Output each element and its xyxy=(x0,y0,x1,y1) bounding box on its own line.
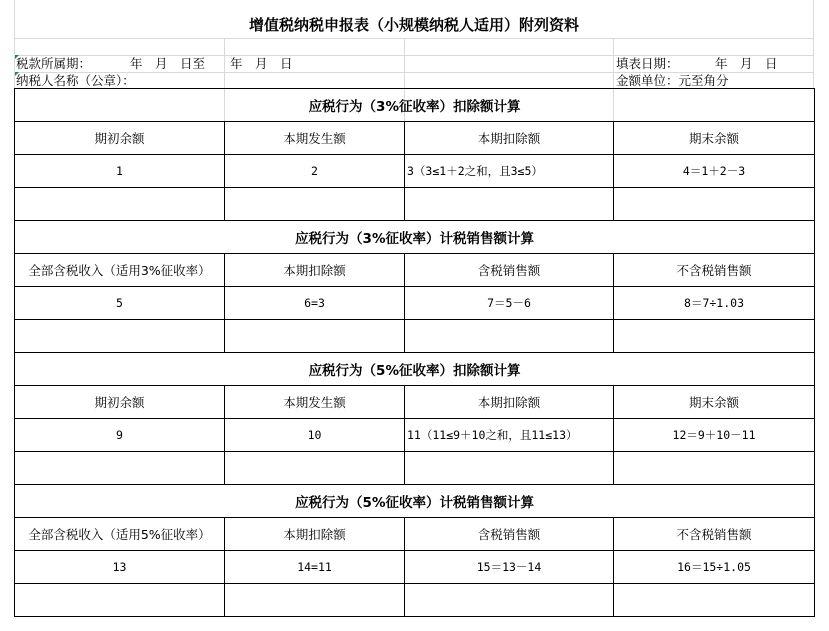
row-code: 9 xyxy=(15,419,225,452)
column-header: 本期扣除额 xyxy=(405,386,614,419)
value-cell[interactable] xyxy=(225,188,405,221)
row-code: 3（3≤1＋2之和，且3≤5） xyxy=(405,155,614,188)
column-header: 全部含税收入（适用5%征收率） xyxy=(15,518,225,551)
taxpayer-name-label: 纳税人名称（公章）： xyxy=(16,73,135,88)
row-code: 6=3 xyxy=(225,287,405,320)
value-cell[interactable] xyxy=(405,584,614,617)
value-cell[interactable] xyxy=(225,584,405,617)
value-cell[interactable] xyxy=(405,188,614,221)
value-cell[interactable] xyxy=(614,452,815,485)
row-code: 8＝7÷1.03 xyxy=(614,287,815,320)
value-cell[interactable] xyxy=(405,320,614,353)
row-code: 12＝9＋10－11 xyxy=(614,419,815,452)
row-code: 7＝5－6 xyxy=(405,287,614,320)
column-header: 本期扣除额 xyxy=(225,518,405,551)
column-header: 不含税销售额 xyxy=(614,254,815,287)
section-title: 应税行为（5%征收率）扣除额计算 xyxy=(15,353,815,386)
column-header: 不含税销售额 xyxy=(614,518,815,551)
column-header: 期末余额 xyxy=(614,122,815,155)
value-cell[interactable] xyxy=(225,320,405,353)
value-cell[interactable] xyxy=(15,320,225,353)
value-cell[interactable] xyxy=(15,584,225,617)
column-header: 期初余额 xyxy=(15,386,225,419)
value-cell[interactable] xyxy=(405,452,614,485)
fill-date-value: 年 月 日 xyxy=(715,56,778,71)
deduction-table xyxy=(14,88,815,617)
column-header: 期初余额 xyxy=(15,122,225,155)
tax-period-label: 税款所属期： xyxy=(16,56,92,71)
column-header: 本期发生额 xyxy=(225,386,405,419)
column-header: 本期发生额 xyxy=(225,122,405,155)
column-header: 本期扣除额 xyxy=(225,254,405,287)
row-code: 15＝13－14 xyxy=(405,551,614,584)
row-code: 2 xyxy=(225,155,405,188)
row-code: 14=11 xyxy=(225,551,405,584)
amount-unit-label: 金额单位：元至角分 xyxy=(616,73,729,88)
section-title: 应税行为（5%征收率）计税销售额计算 xyxy=(15,485,815,518)
row-code: 11（11≤9＋10之和，且11≤13） xyxy=(405,419,614,452)
value-cell[interactable] xyxy=(225,452,405,485)
column-header: 本期扣除额 xyxy=(405,122,614,155)
row-code: 4＝1＋2－3 xyxy=(614,155,815,188)
row-code: 16＝15÷1.05 xyxy=(614,551,815,584)
grid-line xyxy=(14,38,814,39)
fill-date-label: 填表日期： xyxy=(616,56,679,71)
section-title: 应税行为（3%征收率）计税销售额计算 xyxy=(15,221,815,254)
row-code: 10 xyxy=(225,419,405,452)
row-code: 1 xyxy=(15,155,225,188)
value-cell[interactable] xyxy=(614,584,815,617)
column-header: 全部含税收入（适用3%征收率） xyxy=(15,254,225,287)
value-cell[interactable] xyxy=(614,320,815,353)
page-title: 增值税纳税申报表（小规模纳税人适用）附列资料 xyxy=(248,16,579,34)
column-header: 含税销售额 xyxy=(405,254,614,287)
value-cell[interactable] xyxy=(15,452,225,485)
section-title: 应税行为（3%征收率）扣除额计算 xyxy=(15,89,815,122)
tax-period-date: 年 月 日至 年 月 日 xyxy=(130,56,293,71)
value-cell[interactable] xyxy=(614,188,815,221)
column-header: 含税销售额 xyxy=(405,518,614,551)
column-header: 期末余额 xyxy=(614,386,815,419)
value-cell[interactable] xyxy=(15,188,225,221)
row-code: 13 xyxy=(15,551,225,584)
row-code: 5 xyxy=(15,287,225,320)
